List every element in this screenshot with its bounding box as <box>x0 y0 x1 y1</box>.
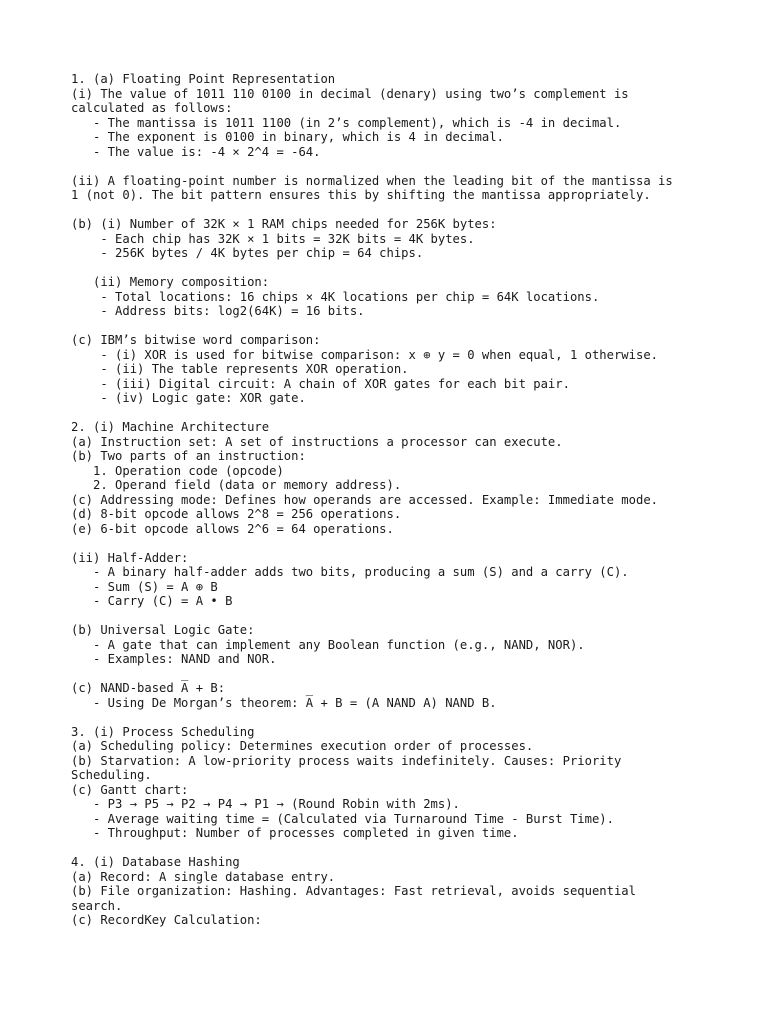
document-body <box>71 72 711 928</box>
text-line: - The mantissa is 1011 1100 (in 2’s complement), which is -4 in decimal. <box>71 115 622 130</box>
text-line: 2. (i) Machine Architecture <box>71 420 270 434</box>
text-line: - 256K bytes / 4K bytes per chip = 64 chips. <box>71 246 424 260</box>
blank-line <box>71 536 711 551</box>
text-line: - (i) XOR is used for bitwise comparison: x ⊕ y = 0 when equal, 1 otherwise. <box>71 347 658 362</box>
text-line: (c) Gantt chart: <box>71 782 189 797</box>
text-line: calculated as follows: <box>71 101 233 115</box>
text-line: - The value is: -4 × 2^4 = -64. <box>71 144 321 159</box>
text-line: - Carry (C) = A • B <box>71 594 233 608</box>
text-line: 3. (i) Process Scheduling <box>71 724 255 739</box>
text-line: - Throughput: Number of processes completed in given time. <box>71 826 519 840</box>
text-line: search. <box>71 898 123 913</box>
text-line: (d) 8-bit opcode allows 2^8 = 256 operations. <box>71 507 402 521</box>
text-line: (b) Starvation: A low-priority process waits indefinitely. Causes: Priority <box>71 753 622 768</box>
text-line: (a) Scheduling policy: Determines execution order of processes. <box>71 739 534 753</box>
blank-line <box>71 667 711 682</box>
text-line: - Using De Morgan’s theorem: A̅ + B = (A NAND A) NAND B. <box>71 695 497 710</box>
text-line: (i) The value of 1011 110 0100 in decimal (denary) using two’s complement is <box>71 86 629 101</box>
text-line: - Address bits: log2(64K) = 16 bits. <box>71 304 365 318</box>
text-line: 1. Operation code (opcode) <box>71 463 284 478</box>
blank-line <box>71 710 711 725</box>
text-line: - Average waiting time = (Calculated via Turnaround Time - Burst Time). <box>71 811 614 826</box>
text-line: 1. (a) Floating Point Representation <box>71 72 336 86</box>
text-line: (ii) A floating-point number is normalized when the leading bit of the mantissa is <box>71 173 673 188</box>
text-line: (c) Addressing mode: Defines how operands are accessed. Example: Immediate mode. <box>71 492 658 507</box>
text-line: (a) Record: A single database entry. <box>71 869 336 884</box>
text-line: 1 (not 0). The bit pattern ensures this by shifting the mantissa appropriately. <box>71 188 651 202</box>
blank-line <box>71 203 711 218</box>
text-line: (b) Universal Logic Gate: <box>71 623 255 637</box>
text-line: (ii) Memory composition: <box>71 275 270 289</box>
blank-line <box>71 261 711 276</box>
text-line: - A binary half-adder adds two bits, producing a sum (S) and a carry (C). <box>71 565 629 579</box>
text-line: - Total locations: 16 chips × 4K locations per chip = 64K locations. <box>71 289 600 304</box>
blank-line <box>71 841 711 856</box>
text-line: 2. Operand field (data or memory address). <box>71 478 402 492</box>
text-line: (c) IBM’s bitwise word comparison: <box>71 333 321 347</box>
text-line: 4. (i) Database Hashing <box>71 855 240 869</box>
text-line: Scheduling. <box>71 768 152 782</box>
text-line: (b) (i) Number of 32K × 1 RAM chips needed for 256K bytes: <box>71 217 497 231</box>
text-line: (b) File organization: Hashing. Advantages: Fast retrieval, avoids sequential <box>71 884 636 898</box>
text-line: - Each chip has 32K × 1 bits = 32K bits = 4K bytes. <box>71 231 475 246</box>
text-line: - (iii) Digital circuit: A chain of XOR gates for each bit pair. <box>71 376 570 391</box>
text-line: (b) Two parts of an instruction: <box>71 449 306 463</box>
blank-line <box>71 159 711 174</box>
text-line: - A gate that can implement any Boolean function (e.g., NAND, NOR). <box>71 637 585 652</box>
text-line: - (ii) The table represents XOR operation. <box>71 362 409 376</box>
text-line: - P3 → P5 → P2 → P4 → P1 → (Round Robin with 2ms). <box>71 797 460 811</box>
text-line: - The exponent is 0100 in binary, which is 4 in decimal. <box>71 130 504 144</box>
blank-line <box>71 319 711 334</box>
text-line: (ii) Half-Adder: <box>71 550 189 565</box>
text-line: - Sum (S) = A ⊕ B <box>71 579 218 594</box>
text-line: (c) RecordKey Calculation: <box>71 913 262 927</box>
text-line: (c) NAND-based A̅ + B: <box>71 681 226 695</box>
text-line: (a) Instruction set: A set of instructions a processor can execute. <box>71 434 563 449</box>
text-line: - (iv) Logic gate: XOR gate. <box>71 391 306 405</box>
blank-line <box>71 406 711 421</box>
text-line: - Examples: NAND and NOR. <box>71 652 277 666</box>
text-line: (e) 6-bit opcode allows 2^6 = 64 operations. <box>71 521 394 536</box>
blank-line <box>71 609 711 624</box>
